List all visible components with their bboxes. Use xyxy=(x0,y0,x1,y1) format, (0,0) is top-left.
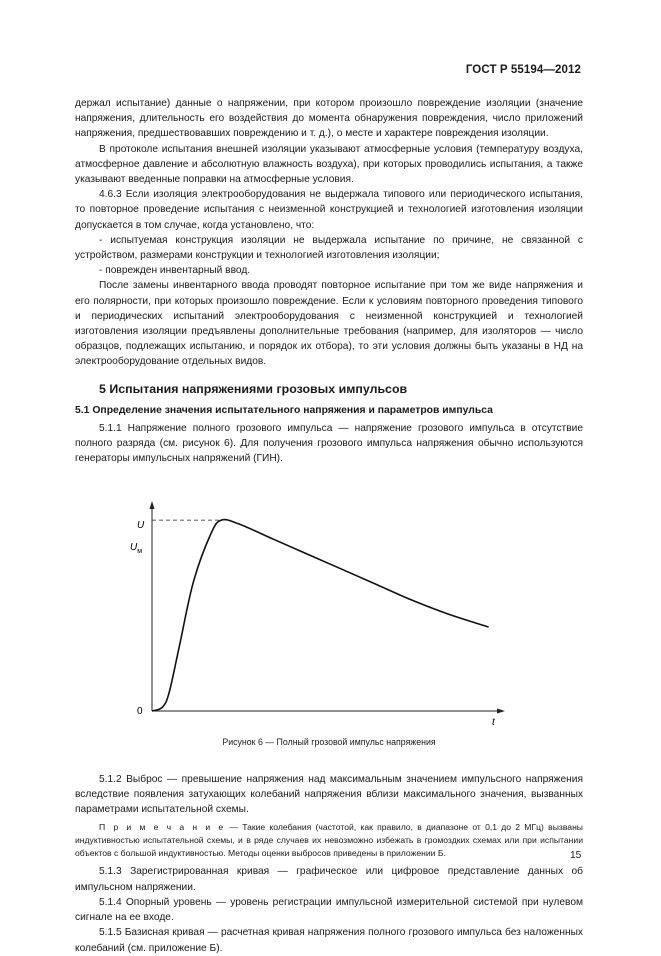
y-axis-label: U xyxy=(137,519,145,531)
paragraph-repeat-test: После замены инвентарного ввода проводят повторное испытание при том же виде напряжения и его полярности, при которых произошло повреждение. Если к условиям повторного проведения типового и периодических испытаний электрооборудования с неизменной конструкцией и технологией изготовления изоляции предъявлены дополнительные требования (например, для изоляторов — число образцов, подлежащих испытанию, и порядок их отбора), то эти условия должны быть указаны в НД на электрооборудование отдельных видов. xyxy=(75,280,583,368)
peak-label: $U_м$ xyxy=(130,541,143,555)
clause-5-1-5: 5.1.5 Базисная кривая — расчетная кривая напряжения полного грозового импульса без наложенных колебаний (см. приложение Б). xyxy=(75,927,583,954)
figure-caption: Рисунок 6 — Полный грозовой импульс напряжения xyxy=(222,736,436,747)
origin-label: 0 xyxy=(137,705,143,717)
note-text: — Такие колебания (частотой, как правило, в диапазоне от 0,1 до 2 МГц) вызваны индуктивностью испытательной схемы, и в ряде случаев их невозможно избежать в громоздких схемах или при испытании объектов с большой индуктивностью. Методы оценки выбросов приведены в приложении Б. xyxy=(75,822,583,859)
impulse-chart xyxy=(75,467,583,735)
x-axis-arrow xyxy=(497,708,505,713)
standard-header: ГОСТ Р 55194—2012 xyxy=(465,64,581,76)
list-item-bushing: - поврежден инвентарный ввод. xyxy=(99,265,251,277)
note xyxy=(75,821,583,860)
paragraph-external-insulation: В протоколе испытания внешней изоляции указывают атмосферные условия (температуру воздуха, атмосферное давление и абсолютную влажность воздуха), при которых проводились испытания, а также указывают введенные поправки на атмосферные условия. xyxy=(75,143,583,186)
paragraph-continued: держал испытание) данные о напряжении, при котором произошло повреждение изоляции (значение напряжения, длительность его воздействия до момента обнаружения повреждения, число приложений напряжения, предшествовавших повреждению и т. д.), о месте и характере повреждения изоляции. xyxy=(75,98,583,140)
figure-6 xyxy=(75,467,583,735)
clause-5-1-1: 5.1.1 Напряжение полного грозового импульса — напряжение грозового импульса в отсутствие полного разряда (см. рисунок 6). Для получения грозового импульса напряжения обычно используются генераторы импульсных напряжений (ГИН). xyxy=(75,423,583,465)
clause-4-6-3: 4.6.3 Если изоляция электрооборудования не выдержала типового или периодического испытания, то повторное проведение испытания с неизменной конструкцией и технологией изготовления изоляции допускается в том случае, когда установлено, что: xyxy=(75,189,583,231)
y-axis-arrow xyxy=(150,501,155,509)
subsection-5-1-title: 5.1 Определение значения испытательного напряжения и параметров импульса xyxy=(75,404,493,416)
x-axis-label: t xyxy=(492,716,495,728)
clause-5-1-4: 5.1.4 Опорный уровень — уровень регистрации импульсной измерительной системой при нулевом сигнале на ее входе. xyxy=(75,896,583,924)
section-5-title: 5 Испытания напряжениями грозовых импульсов xyxy=(99,381,408,396)
impulse-curve xyxy=(152,519,489,710)
note-label: П р и м е ч а н и е xyxy=(99,822,226,833)
list-item-construction: - испытуемая конструкция изоляции не выдержала испытание по причине, не связанной с устройством, размерами конструкции и технологией изготовления изоляции; xyxy=(75,234,583,262)
clause-5-1-3: 5.1.3 Зарегистрированная кривая — графическое или цифровое представление данных об импульсном напряжении. xyxy=(75,866,583,893)
page-number: 15 xyxy=(570,850,582,861)
page-body xyxy=(75,96,583,956)
clause-5-1-2: 5.1.2 Выброс — превышение напряжения над максимальным значением импульсного напряжения вследствие появления затухающих колебаний напряжения вблизи максимального значения, вызванных параметрами испытательной схемы. xyxy=(75,773,583,816)
